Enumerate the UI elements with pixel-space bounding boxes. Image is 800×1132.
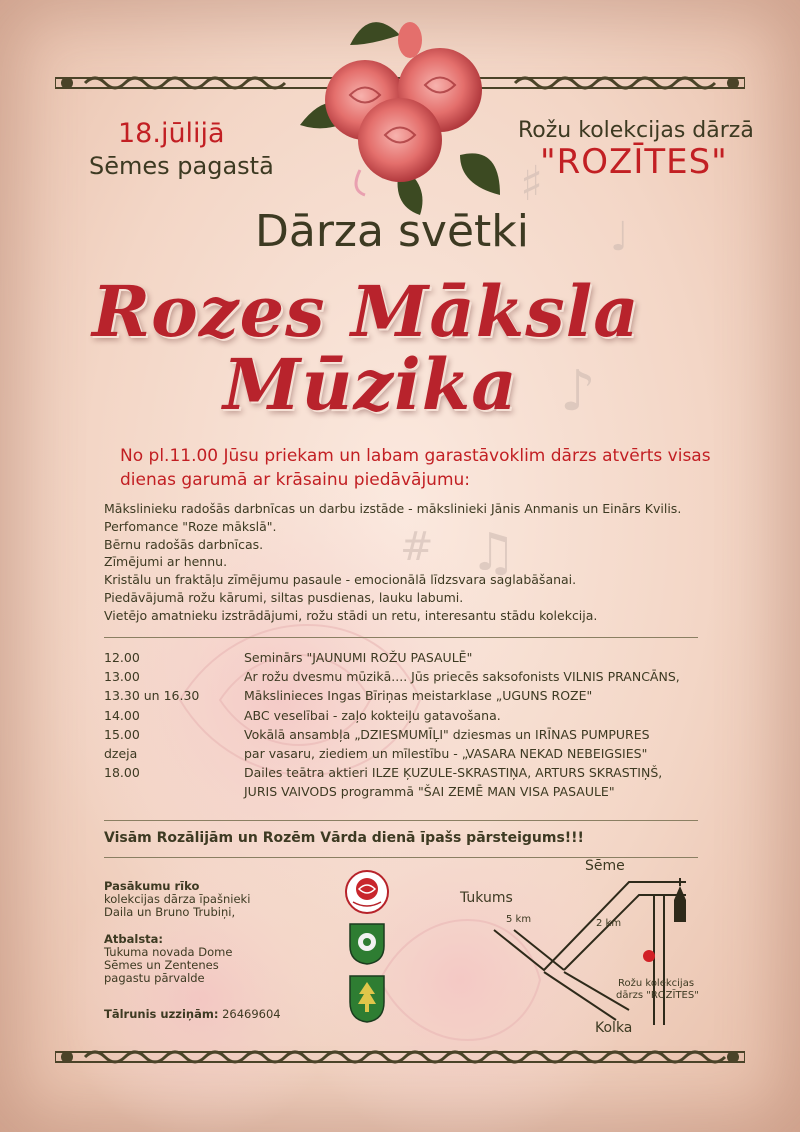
garden-name: "ROZĪTES" <box>540 142 728 182</box>
map-roads <box>454 860 714 1040</box>
script-title-line-1: Rozes Māksla <box>92 270 640 353</box>
divider <box>104 820 698 821</box>
schedule-row <box>104 650 704 669</box>
activities-list <box>104 500 724 625</box>
svg-text:#: # <box>400 524 434 570</box>
svg-text:♩: ♩ <box>610 214 629 260</box>
intro-text: No pl.11.00 Jūsu priekam un labam garastāvoklim dārzs atvērts visas dienas garumā ar krāsainu piedāvājumu: <box>120 446 711 490</box>
schedule-text: par vasaru, ziediem un mīlestību - „VASARA NEKAD NEBEIGSIES" <box>244 745 648 761</box>
organized-line: Daila un Bruno Trubiņi, <box>104 905 236 919</box>
organized-label: Pasākumu rīko <box>104 879 200 893</box>
phone-label: Tālrunis uzziņām: <box>104 1007 219 1021</box>
script-title-line-2: Mūzika <box>223 343 518 426</box>
phone-line <box>104 1007 281 1021</box>
activity-item: Perfomance "Roze mākslā". <box>104 518 277 534</box>
map-label-kolka: Kolka <box>595 1020 633 1036</box>
schedule-text: Mākslinieces Ingas Bīriņas meistarklase „UGUNS ROZE" <box>244 688 593 704</box>
schedule-row <box>104 688 704 707</box>
greeting-text: Visām Rozālijām un Rozēm Vārda dienā īpašs pārsteigums!!! <box>104 830 584 846</box>
schedule-row <box>104 765 704 784</box>
event-kind-heading: Dārza svētki <box>255 206 529 257</box>
rose-bouquet-icon <box>280 5 520 215</box>
schedule-text: Dailes teātra aktieri ILZE ĶUZULE-SKRASTIŅA, ARTURS SKRASTIŅŠ, <box>244 765 663 781</box>
activity-item: Vietējo amatnieku izstrādājumi, rožu stādi un retu, interesantu stādu kolekcija. <box>104 607 598 623</box>
support-line: Tukuma novada Dome <box>104 945 233 959</box>
map-destination-line-2: dārzs "ROZĪTES" <box>616 990 699 1001</box>
organizers-block <box>104 880 304 985</box>
schedule-time: 13.30 un 16.30 <box>104 688 200 704</box>
map-distance-1: 5 km <box>506 914 532 925</box>
schedule-time: 15.00 <box>104 726 140 742</box>
schedule-row <box>104 727 704 746</box>
event-parish: Sēmes pagastā <box>89 152 274 180</box>
activity-item: Piedāvājumā rožu kārumi, siltas pusdienas, lauku labumi. <box>104 589 464 605</box>
divider <box>104 637 698 638</box>
schedule-text: JURIS VAIVODS programmā "ŠAI ZEMĒ MAN VISA PASAULE" <box>244 784 615 800</box>
schedule-text: Vokālā ansambļa „DZIESMUMĪĻI" dziesmas un IRĪNAS PUMPURES <box>244 726 650 742</box>
activity-item: Zīmējumi ar hennu. <box>104 554 228 570</box>
support-label: Atbalsta: <box>104 932 164 946</box>
schedule-time: 12.00 <box>104 650 140 665</box>
svg-text:♪: ♪ <box>560 359 596 424</box>
church-icon <box>674 878 686 922</box>
map-destination-line-1: Rožu kolekcijas <box>618 978 695 989</box>
schedule-time: 13.00 <box>104 669 140 685</box>
support-line: Sēmes un Zentenes <box>104 958 219 972</box>
tukums-coat-of-arms-icon <box>348 922 386 966</box>
bottom-ornament-border <box>55 1046 745 1068</box>
map-distance-2: 2 km <box>596 918 622 929</box>
event-location: Rožu kolekcijas dārzā <box>518 118 754 143</box>
schedule-time: 14.00 <box>104 707 140 723</box>
map-label-seme: Sēme <box>585 858 625 874</box>
schedule-text: ABC veselībai - zaļo kokteiļu gatavošana. <box>244 707 501 723</box>
schedule-row <box>104 669 704 688</box>
location-map <box>454 860 714 1040</box>
event-date: 18.jūlijā <box>118 118 225 149</box>
schedule-text: Ar rožu dvesmu mūzikā.... Jūs priecēs saksofonists VILNIS PRANCĀNS, <box>244 669 680 685</box>
location-dot-icon <box>643 950 655 962</box>
svg-text:♯: ♯ <box>520 156 544 212</box>
schedule-time: 18.00 <box>104 765 140 781</box>
support-line: pagastu pārvalde <box>104 971 205 985</box>
organized-line: kolekcijas dārza īpašnieki <box>104 892 251 906</box>
parish-coat-of-arms-icon <box>348 974 386 1024</box>
phone-number: 26469604 <box>222 1007 281 1021</box>
schedule-row <box>104 708 704 727</box>
schedule-time: dzeja <box>104 745 138 761</box>
rozites-logo-icon <box>345 870 389 914</box>
schedule-row <box>104 746 704 765</box>
svg-text:♫: ♫ <box>470 523 517 583</box>
schedule-text: Seminārs "JAUNUMI ROŽU PASAULĒ" <box>244 650 473 665</box>
activity-item: Bērnu radošās darbnīcas. <box>104 536 264 552</box>
schedule-list <box>104 650 704 804</box>
activity-item: Mākslinieku radošās darbnīcas un darbu izstāde - mākslinieki Jānis Anmanis un Einārs Kvilis. <box>104 501 682 516</box>
activity-item: Kristālu un fraktāļu zīmējumu pasaule - emocionālā līdzsvara saglabāšanai. <box>104 572 577 588</box>
map-label-tukums: Tukums <box>460 890 513 906</box>
schedule-row <box>104 784 704 803</box>
